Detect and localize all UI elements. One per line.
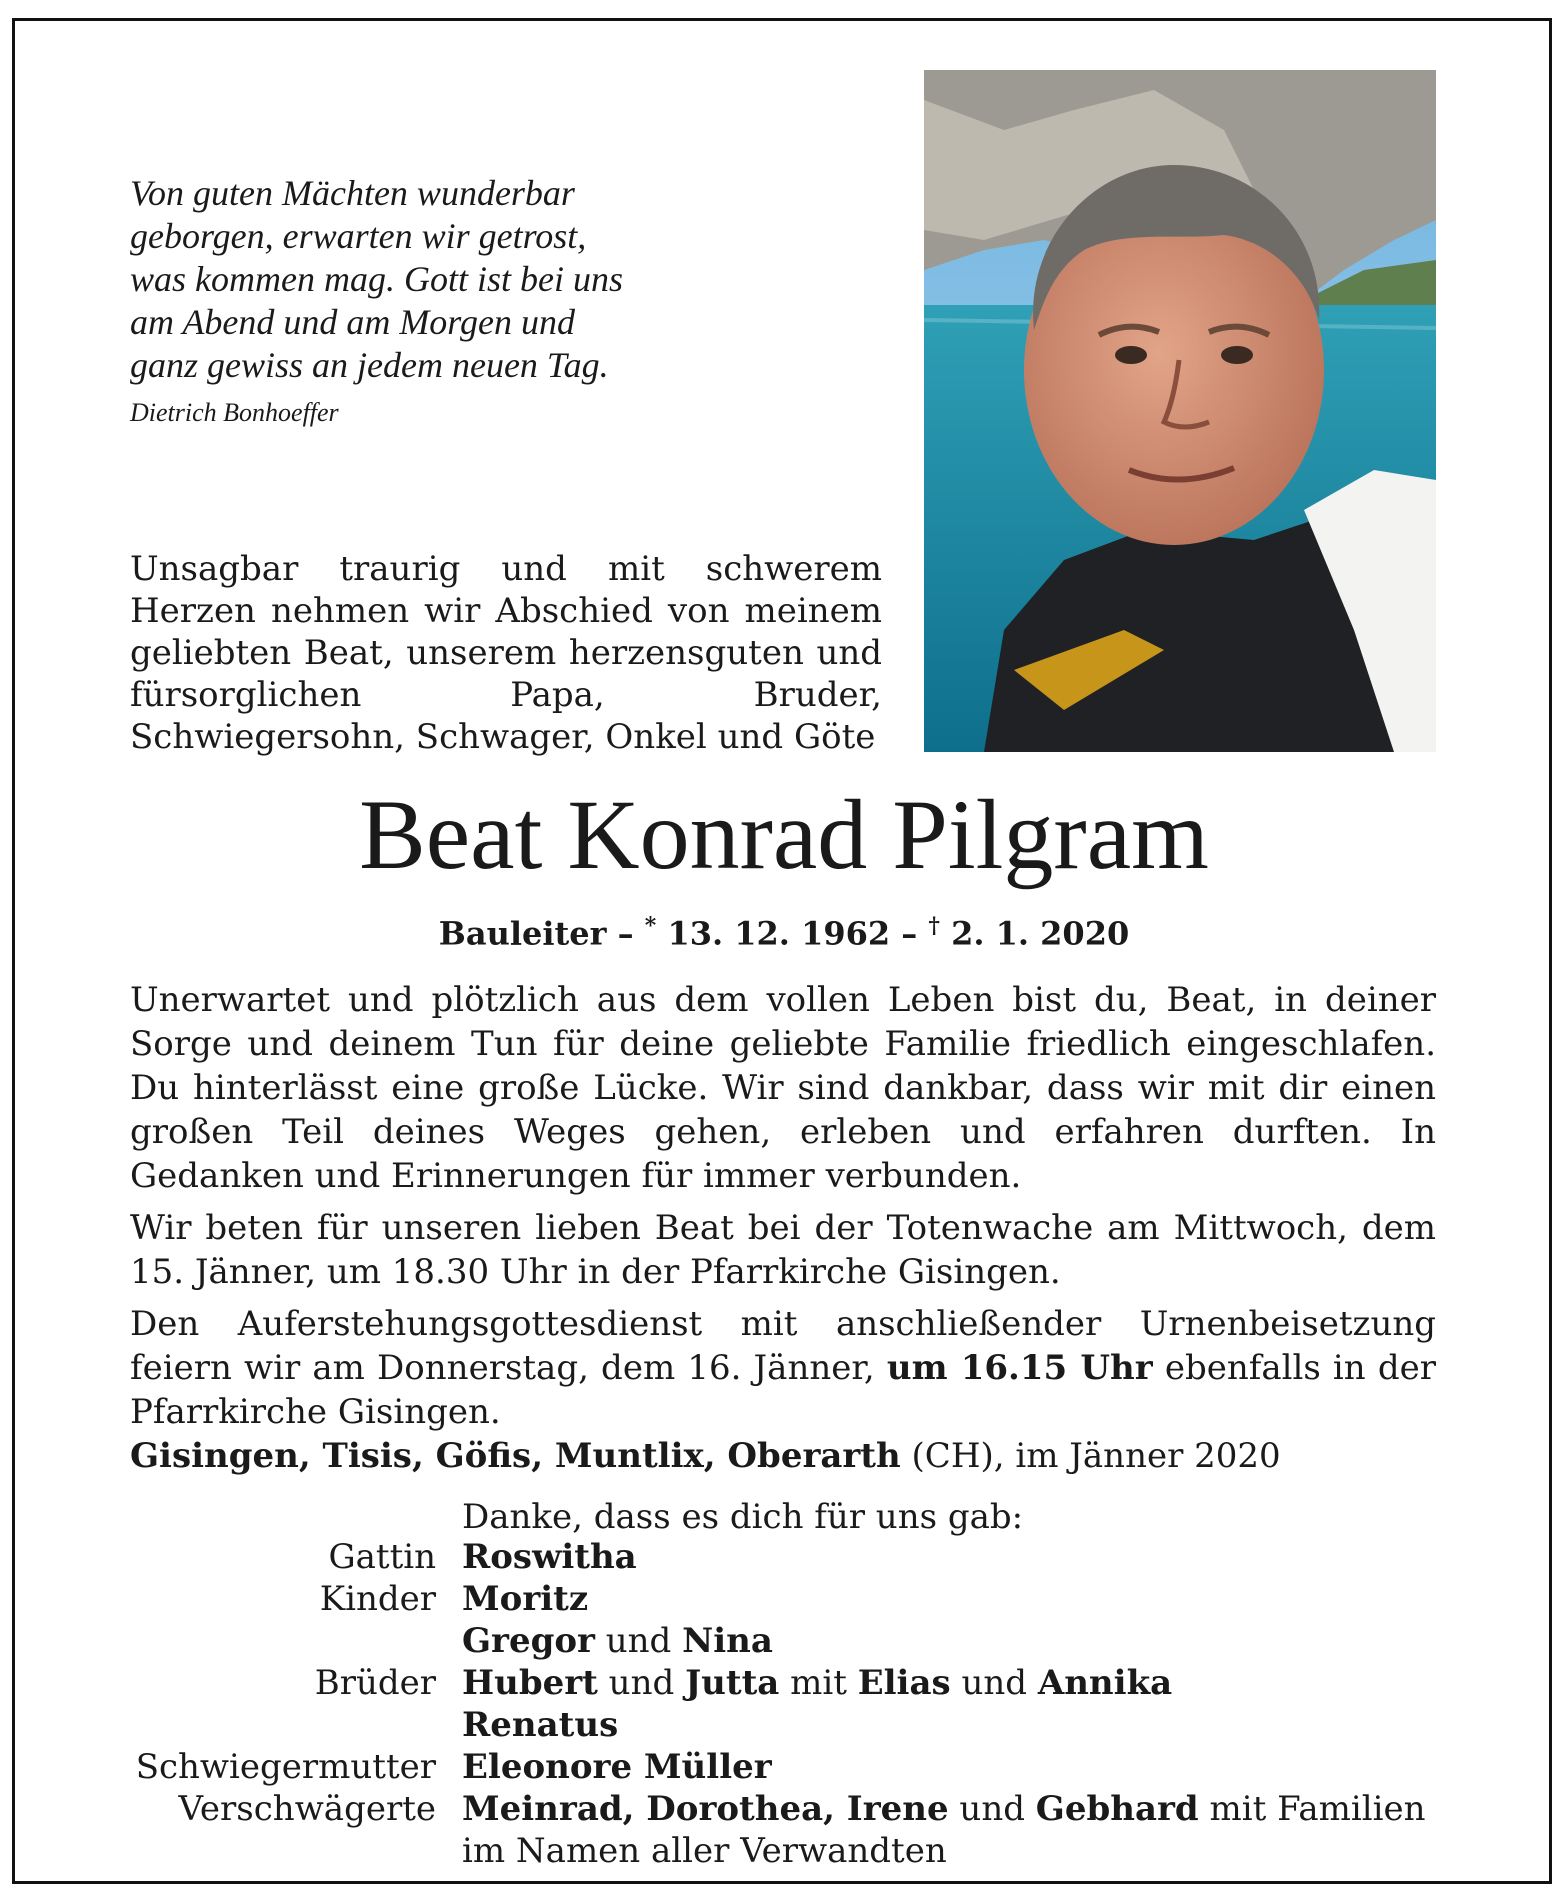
family-row [130, 1830, 1450, 1872]
family-names [462, 1620, 773, 1662]
family-connector: und [597, 1663, 686, 1703]
quote-author: Dietrich Bonhoeffer [130, 398, 339, 427]
family-row [130, 1536, 1450, 1578]
family-connector: mit [779, 1663, 858, 1703]
family-row [130, 1704, 1450, 1746]
family-member-name: Moritz [462, 1579, 589, 1619]
family-member-name: Gregor [462, 1621, 595, 1661]
service-time: um 16.15 Uhr [886, 1348, 1153, 1388]
quote-line: was kommen mag. Gott ist bei uns [130, 259, 623, 299]
family-names [462, 1830, 947, 1872]
deceased-name: Beat Konrad Pilgram [359, 779, 1209, 890]
family-connector: und [948, 1789, 1036, 1829]
family-connector: und [950, 1663, 1038, 1703]
family-names [462, 1578, 588, 1620]
birth-symbol: * [644, 913, 657, 939]
separator: – [890, 914, 929, 953]
family-row [130, 1578, 1450, 1620]
family-role: Schwiegermutter [135, 1747, 436, 1787]
family-connector: mit Familien [1198, 1789, 1426, 1829]
portrait-photo [924, 70, 1436, 752]
family-member-name: Annika [1037, 1663, 1173, 1703]
separator: – [606, 914, 645, 953]
family-member-name: Meinrad, Dorothea, Irene [462, 1789, 949, 1829]
family-member-name: Hubert [462, 1663, 598, 1703]
family-role: Gattin [328, 1537, 436, 1577]
family-row [130, 1662, 1450, 1704]
family-member-name: Jutta [685, 1663, 780, 1703]
family-role [130, 1620, 462, 1662]
family-names [462, 1662, 1172, 1704]
quote-line: am Abend und am Morgen und [130, 302, 575, 342]
intro-text [130, 548, 882, 758]
family-member-name: Elias [857, 1663, 951, 1703]
intro-paragraph: Unsagbar traurig und mit schwerem Herzen nehmen wir Abschied von meinem geliebten Beat, unserem herzensguten und fürsorglichen Papa, Bruder, Schwiegersohn, Schwager, Onkel und Göte [130, 549, 882, 757]
death-symbol: † [928, 913, 940, 939]
family-role: Kinder [319, 1579, 436, 1619]
family-names [462, 1788, 1426, 1830]
body-text [130, 978, 1436, 1442]
quote-line: ganz gewiss an jedem neuen Tag. [130, 345, 609, 385]
family-names [462, 1704, 618, 1746]
birth-date: 13. 12. 1962 [656, 914, 891, 953]
family-names [462, 1746, 772, 1788]
family-member-name: Gebhard [1035, 1789, 1199, 1829]
quote-line: geborgen, erwarten wir getrost, [130, 216, 587, 256]
profession-dates [0, 906, 1568, 954]
service-text: Den Auferstehungsgottesdienst mit anschließender Urnenbeisetzung feiern wir am Donnerstag, dem 16. Jänner, [130, 1304, 1436, 1388]
places: Gisingen, Tisis, Göfis, Muntlix, Oberarth [130, 1436, 901, 1476]
place-rest: (CH), im Jänner 2020 [900, 1436, 1281, 1476]
paragraph-service [130, 1302, 1436, 1434]
family-connector: im Namen aller Verwandten [462, 1831, 947, 1871]
paragraph-wake: Wir beten für unseren lieben Beat bei der Totenwache am Mittwoch, dem 15. Jänner, um 18.30 Uhr in der Pfarrkirche Gisingen. [130, 1208, 1436, 1292]
death-date: 2. 1. 2020 [939, 914, 1130, 953]
profession: Bauleiter [438, 914, 607, 953]
service-text: ebenfalls in der Pfarrkirche Gisingen. [130, 1348, 1436, 1432]
family-list [130, 1536, 1450, 1872]
place-date [130, 1434, 1436, 1478]
family-member-name: Roswitha [462, 1537, 637, 1577]
family-member-name: Renatus [462, 1705, 619, 1745]
family-role: Brüder [314, 1663, 436, 1703]
thanks-line: Danke, dass es dich für uns gab: [462, 1497, 1024, 1537]
paragraph-tribute: Unerwartet und plötzlich aus dem vollen Leben bist du, Beat, in deiner Sorge und deinem Tun für deine geliebte Familie friedlich eingeschlafen. Du hinterlässt eine große Lücke. Wir sind dankbar, dass wir mit dir einen großen Teil deines Weges gehen, erleben und erfahren durften. In Gedanken und Erinnerungen für immer verbunden. [130, 980, 1436, 1196]
family-member-name: Eleonore Müller [462, 1747, 772, 1787]
family-row [130, 1620, 1450, 1662]
family-member-name: Nina [682, 1621, 773, 1661]
family-role [130, 1830, 462, 1872]
family-row [130, 1788, 1450, 1830]
quote-line: Von guten Mächten wunderbar [130, 173, 575, 213]
family-names [462, 1536, 637, 1578]
family-role [130, 1704, 462, 1746]
family-connector: und [594, 1621, 683, 1661]
quote [130, 172, 730, 387]
family-role: Verschwägerte [178, 1789, 436, 1829]
family-row [130, 1746, 1450, 1788]
